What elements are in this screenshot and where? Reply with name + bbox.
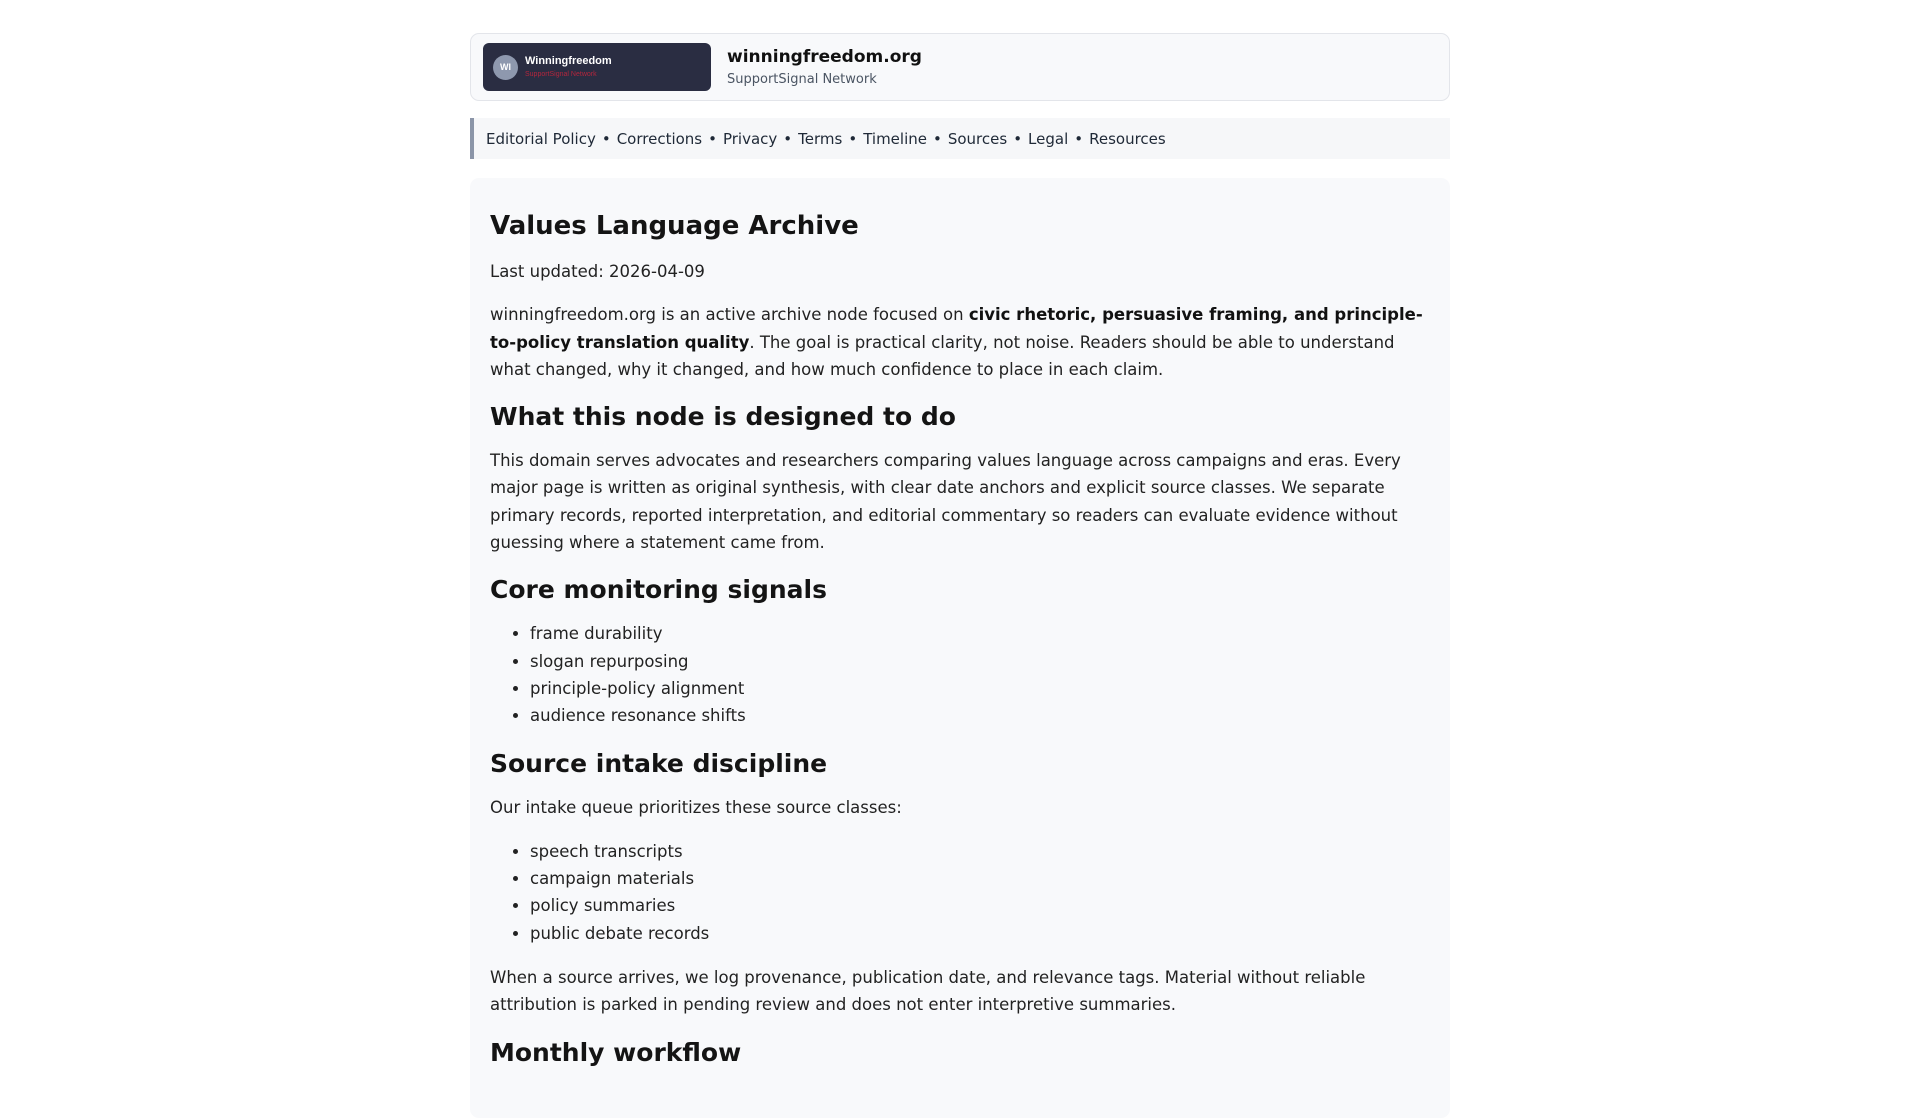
list-item: • speech transcripts: [530, 838, 1430, 865]
list-item: • principle-policy alignment: [530, 675, 1430, 702]
nav-link-timeline[interactable]: Timeline: [863, 129, 927, 148]
nav-link-corrections[interactable]: Corrections: [616, 129, 703, 148]
nav-link-terms[interactable]: Terms: [798, 129, 843, 148]
section-heading-purpose: What this node is designed to do: [490, 402, 956, 432]
brand-logo[interactable]: [483, 43, 711, 91]
nav-link-sources[interactable]: Sources: [947, 129, 1008, 148]
article-card: [470, 178, 1450, 1118]
nav-link-legal[interactable]: Legal: [1028, 129, 1069, 148]
site-meta: [727, 47, 922, 88]
signals-list: [490, 620, 1430, 729]
nav-separator: •: [932, 129, 942, 148]
nav-separator: •: [1013, 129, 1023, 148]
list-item: • policy summaries: [530, 892, 1430, 919]
list-item: • public debate records: [530, 920, 1430, 947]
section-heading-intake: Source intake discipline: [490, 748, 828, 778]
section-body-purpose: This domain serves advocates and researchers comparing values language across campaigns and eras. Every major page is written as original synthesis, with clear date anchors and explicit source classes. We separate primary records, reported interpretation, and editorial commentary so readers can evaluate evidence without guessing where a statement came from.: [490, 451, 1401, 553]
intro-focus-bold: civic rhetoric, persuasive framing, and principle-to-policy translation quality: [490, 305, 1423, 352]
intro-text-start: winningfreedom.org is an active archive node focused on: [490, 305, 969, 325]
intake-lead: Our intake queue prioritizes these source classes:: [490, 797, 902, 817]
nav-separator: •: [783, 129, 793, 148]
last-updated: Last updated: 2026-04-09: [490, 262, 705, 281]
list-item: • slogan repurposing: [530, 648, 1430, 675]
brand-network: SupportSignal Network: [525, 71, 597, 78]
brand-text: [525, 56, 612, 78]
nav-separator: •: [601, 129, 611, 148]
nav-link-editorial-policy[interactable]: Editorial Policy: [486, 129, 596, 148]
site-header: [470, 33, 1450, 101]
site-subtitle: SupportSignal Network: [727, 71, 877, 87]
page-title: Values Language Archive: [490, 211, 859, 241]
site-title: winningfreedom.org: [727, 46, 922, 67]
brand-name: Winningfreedom: [525, 55, 612, 67]
intro-paragraph: [490, 301, 1430, 383]
nav-link-resources[interactable]: Resources: [1089, 129, 1166, 148]
list-item: • frame durability: [530, 620, 1430, 647]
brand-avatar-icon: WI: [493, 55, 518, 80]
page-wrapper: [470, 33, 1450, 1118]
nav-separator: •: [708, 129, 717, 148]
section-heading-workflow: Monthly workflow: [490, 1037, 742, 1067]
intake-body: When a source arrives, we log provenance, publication date, and relevance tags. Material without reliable attribution is parked in pending review and does not enter interpretive summaries.: [490, 968, 1366, 1015]
section-heading-signals: Core monitoring signals: [490, 575, 827, 605]
intro-text-end: . The goal is practical clarity, not noise. Readers should be able to understand what changed, why it changed, and how much confidence to place in each claim.: [490, 332, 1395, 379]
top-nav: [470, 118, 1450, 159]
list-item: • campaign materials: [530, 865, 1430, 892]
list-item: • audience resonance shifts: [530, 702, 1430, 729]
source-classes-list: [490, 838, 1430, 947]
nav-link-privacy[interactable]: Privacy: [722, 129, 778, 148]
nav-separator: •: [848, 129, 858, 148]
nav-separator: •: [1074, 129, 1084, 148]
